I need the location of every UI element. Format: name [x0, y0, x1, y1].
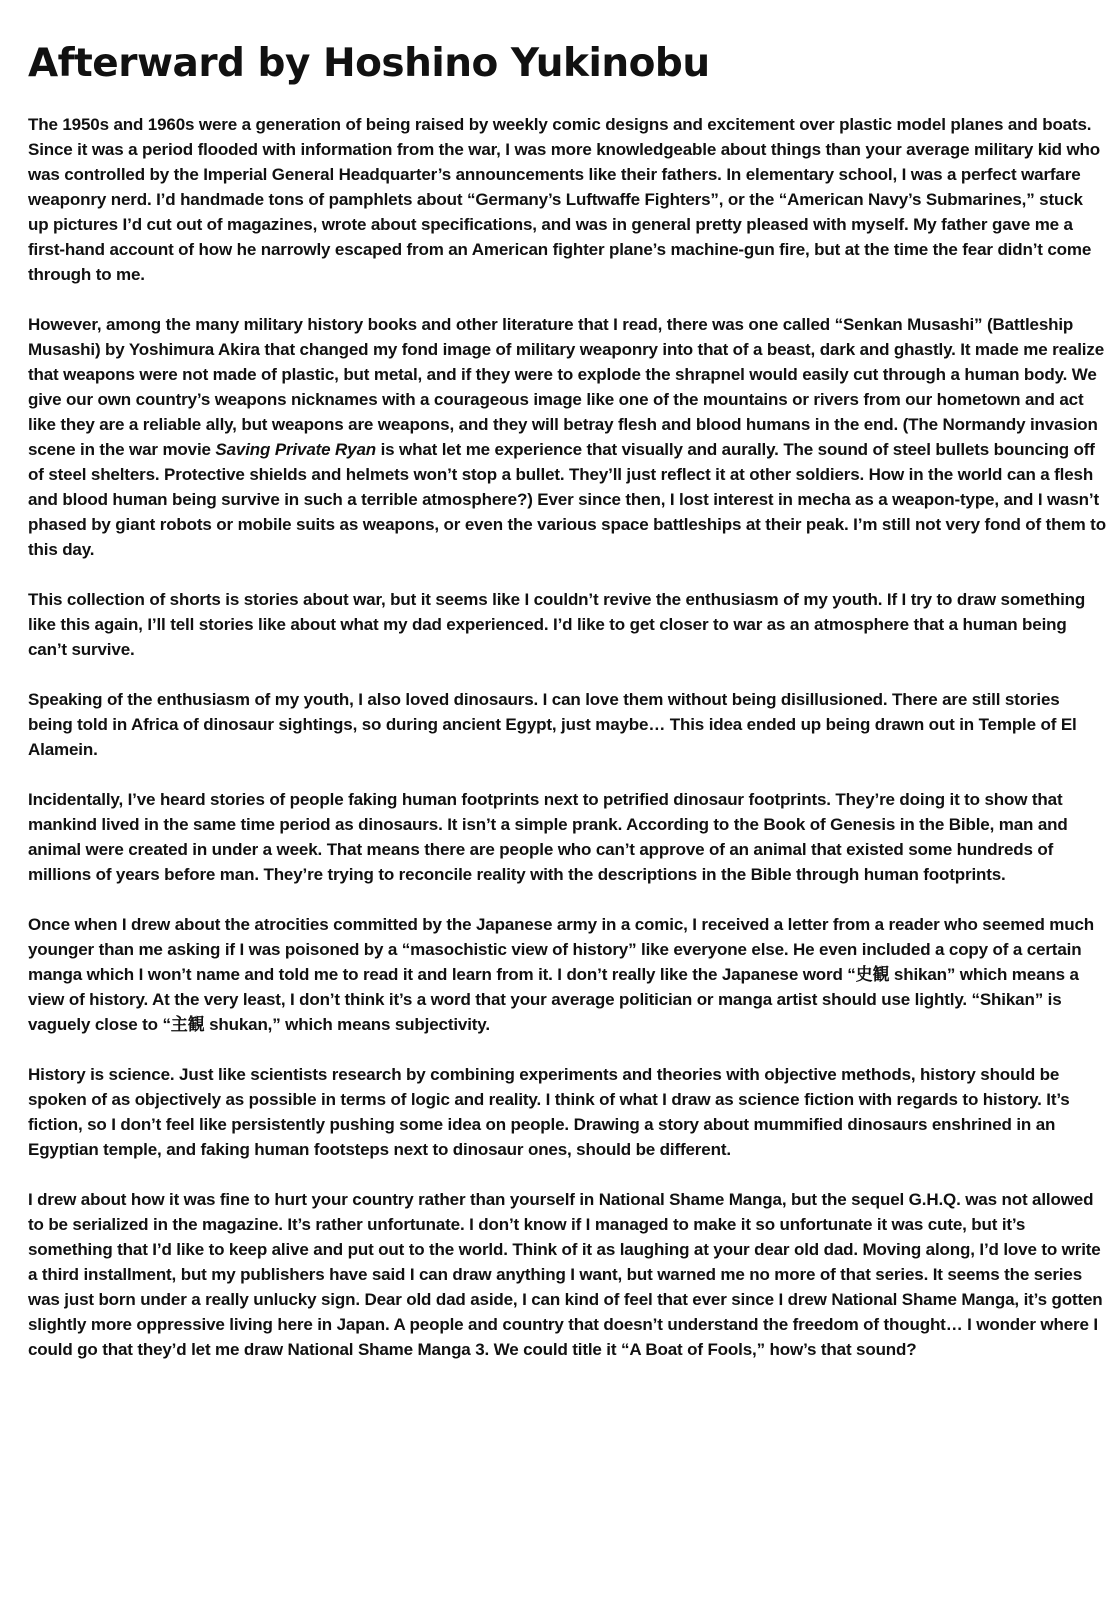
paragraph-2 [28, 312, 1106, 562]
paragraph-2-text-before: However, among the many military history books and other literature that I read, there was one called “Senkan Musashi” (Battleship Musashi) by Yoshimura Akira that changed my fond image of military weaponry into that of a beast, dark and ghastly. It made me realize that weapons were not made of plastic, but metal, and if they were to explode the shrapnel would easily cut through a human body. We give our own country’s weapons nicknames with a courageous image like one of the mountains or rivers from our hometown and act like they are a reliable ally, but weapons are weapons, and they will betray flesh and blood humans in the end. (The Normandy invasion scene in the war movie [28, 315, 1105, 459]
page-title: Afterward by Hoshino Yukinobu [28, 41, 710, 86]
paragraph-1: The 1950s and 1960s were a generation of being raised by weekly comic designs and excitement over plastic model planes and boats. Since it was a period flooded with information from the war, I was more knowledgeable about things than your average military kid who was controlled by the Imperial General Headquarter’s announcements like their fathers. In elementary school, I was a perfect warfare weaponry nerd. I’d handmade tons of pamphlets about “Germany’s Luftwaffe Fighters”, or the “American Navy’s Submarines,” stuck up pictures I’d cut out of magazines, wrote about specifications, and was in general pretty pleased with myself. My father gave me a first-hand account of how he narrowly escaped from an American fighter plane’s machine-gun fire, but at the time the fear didn’t come through to me. [28, 115, 1101, 284]
paragraph-6: Once when I drew about the atrocities committed by the Japanese army in a comic, I received a letter from a reader who seemed much younger than me asking if I was poisoned by a “masochistic view of history” like everyone else. He even included a copy of a certain manga which I won’t name and told me to read it and learn from it. I don’t really like the Japanese word “史観 shikan” which means a view of history. At the very least, I don’t think it’s a word that your average politician or manga artist should use lightly. “Shikan” is vaguely close to “主観 shukan,” which means subjectivity. [28, 915, 1095, 1034]
paragraph-3: This collection of shorts is stories about war, but it seems like I couldn’t revive the enthusiasm of my youth. If I try to draw something like this again, I’ll tell stories like about what my dad experienced. I’d like to get closer to war as an atmosphere that a human being can’t survive. [28, 590, 1086, 659]
paragraph-2-text-after: is what let me experience that visually and aurally. The sound of steel bullets bouncing off of steel shelters. Protective shields and helmets won’t stop a bullet. They’ll just reflect it at other soldiers. How in the world can a flesh and blood human being survive in such a terrible atmosphere?) Ever since then, I lost interest in mecha as a weapon-type, and I wasn’t phased by giant robots or mobile suits as weapons, or even the various space battleships at their peak. I’m still not very fond of them to this day. [28, 440, 1106, 559]
paragraph-7: History is science. Just like scientists research by combining experiments and theories with objective methods, history should be spoken of as objectively as possible in terms of logic and reality. I think of what I draw as science fiction with regards to history. It’s fiction, so I don’t feel like persistently pushing some idea on people. Drawing a story about mummified dinosaurs enshrined in an Egyptian temple, and faking human footsteps next to dinosaur ones, should be different. [28, 1065, 1070, 1159]
paragraph-8: I drew about how it was fine to hurt your country rather than yourself in National Shame Manga, but the sequel G.H.Q. was not allowed to be serialized in the magazine. It’s rather unfortunate. I don’t know if I managed to make it so unfortunate it was cute, but it’s something that I’d like to keep alive and put out to the world. Think of it as laughing at your dear old dad. Moving along, I’d love to write a third installment, but my publishers have said I can draw anything I want, but warned me no more of that series. It seems the series was just born under a really unlucky sign. Dear old dad aside, I can kind of feel that ever since I drew National Shame Manga, it’s gotten slightly more oppressive living here in Japan. A people and country that doesn’t understand the freedom of thought… I wonder where I could go that they’d let me draw National Shame Manga 3. We could title it “A Boat of Fools,” how’s that sound? [28, 1190, 1103, 1359]
movie-title-emphasis: Saving Private Ryan [215, 440, 377, 459]
paragraph-4: Speaking of the enthusiasm of my youth, I also loved dinosaurs. I can love them without being disillusioned. There are still stories being told in Africa of dinosaur sightings, so during ancient Egypt, just maybe… This idea ended up being drawn out in Temple of El Alamein. [28, 690, 1077, 759]
afterword-page [28, 38, 1106, 1387]
paragraph-5: Incidentally, I’ve heard stories of people faking human footprints next to petrified dinosaur footprints. They’re doing it to show that mankind lived in the same time period as dinosaurs. It isn’t a simple prank. According to the Book of Genesis in the Bible, man and animal were created in under a week. That means there are people who can’t approve of an animal that existed some hundreds of millions of years before man. They’re trying to reconcile reality with the descriptions in the Bible through human footprints. [28, 790, 1068, 884]
